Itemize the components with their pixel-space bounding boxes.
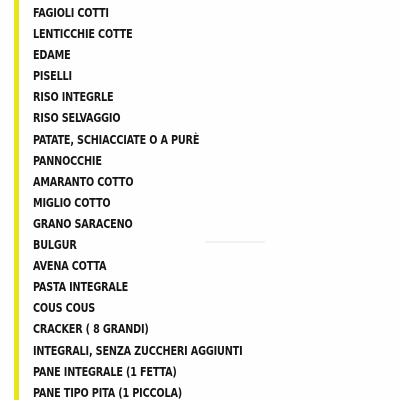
list-item: BULGUR [33,237,77,253]
list-item: LENTICCHIE COTTE [33,26,133,42]
list-item: PATATE, SCHIACCIATE O A PURÈ [33,131,200,147]
list-item: RISO INTEGRLE [33,89,114,105]
list-item: COUS COUS [33,300,96,316]
food-list [33,2,277,400]
list-item: PANNOCCHIE [33,152,102,168]
list-item: FAGIOLI COTTI [33,5,109,20]
list-item: PANE TIPO PITA (1 PICCOLA) [33,384,183,400]
list-item: MIGLIO COTTO [33,194,111,210]
list-item: AMARANTO COTTO [33,173,134,189]
list-item: INTEGRALI, SENZA ZUCCHERI AGGIUNTI [33,342,243,358]
list-item: PASTA INTEGRALE [33,279,129,295]
list-item: PISELLI [33,68,72,84]
list-item: RISO SELVAGGIO [33,110,121,126]
list-item: AVENA COTTA [33,258,107,274]
list-item: GRANO SARACENO [33,215,133,231]
yellow-accent-bar [14,0,19,400]
list-item: EDAME [33,47,71,63]
list-item: CRACKER ( 8 GRANDI) [33,321,149,337]
list-item: PANE INTEGRALE (1 FETTA) [33,363,177,379]
